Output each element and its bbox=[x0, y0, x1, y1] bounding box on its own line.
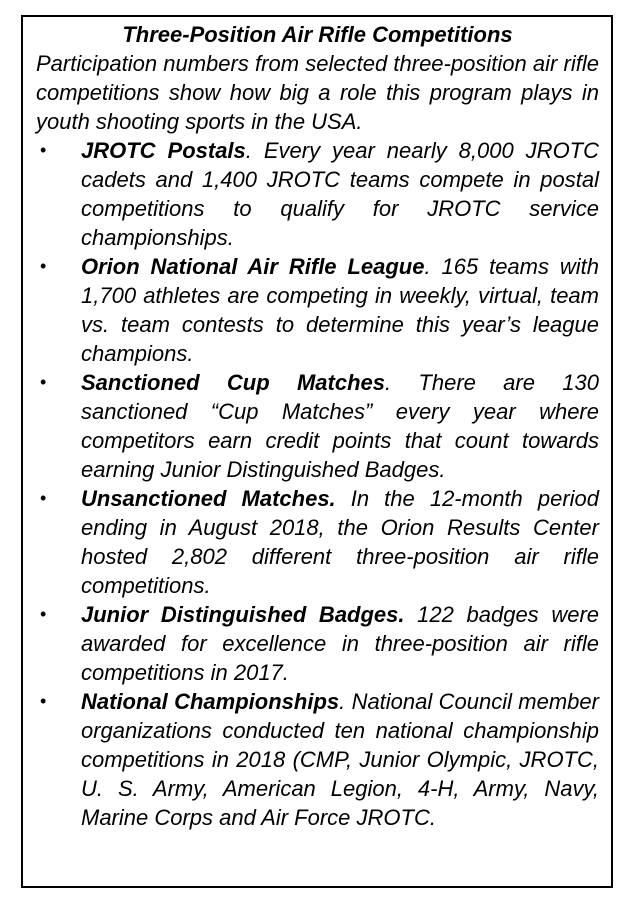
content-box bbox=[21, 15, 613, 888]
list-item-jrotc-postals bbox=[36, 136, 599, 252]
bullet-icon: • bbox=[40, 256, 47, 276]
item-separator bbox=[336, 486, 351, 511]
bullet-icon: • bbox=[40, 604, 47, 624]
item-text: 122 badges were awarded for excellence in three-position air rifle competitions in 2017. bbox=[81, 602, 600, 685]
item-title: Unsanctioned Matches. bbox=[81, 486, 336, 511]
bullet-icon: • bbox=[40, 691, 47, 711]
item-text: Every year nearly 8,000 JROTC cadets and 1,400 JROTC teams compete in postal competitions to qualify for JROTC service championships. bbox=[81, 138, 600, 250]
bullet-icon: • bbox=[40, 140, 47, 160]
list-item-junior-badges bbox=[36, 600, 599, 687]
item-title: Orion National Air Rifle League bbox=[81, 254, 425, 279]
list-item-national-championships bbox=[36, 687, 599, 832]
item-text: National Council member organizations conducted ten national championship competitions in 2018 (CMP, Junior Olympic, JROTC, U. S. Army, American Legion, 4-H, Army, Navy, Marine Corps and Air Force JROTC. bbox=[81, 689, 599, 830]
item-title: National Championships bbox=[81, 689, 340, 714]
item-separator: . bbox=[384, 370, 419, 395]
item-separator: . bbox=[245, 138, 264, 163]
item-title: JROTC Postals bbox=[81, 138, 246, 163]
document-title: Three-Position Air Rifle Competitions bbox=[122, 22, 513, 47]
list-item-unsanctioned bbox=[36, 484, 599, 600]
bullet-list bbox=[36, 136, 599, 832]
list-item-orion-league bbox=[36, 252, 599, 368]
item-title: Sanctioned Cup Matches bbox=[81, 370, 385, 395]
item-text: 165 teams with 1,700 athletes are competing in weekly, virtual, team vs. team contests to determine this year’s league champions. bbox=[81, 254, 600, 366]
intro-paragraph: Participation numbers from selected three-position air rifle competitions show how big a role this program plays in youth shooting sports in the USA. bbox=[36, 51, 599, 134]
item-title: Junior Distinguished Badges. bbox=[81, 602, 405, 627]
item-separator bbox=[405, 602, 418, 627]
list-item-sanctioned-cup bbox=[36, 368, 599, 484]
item-text: There are 130 sanctioned “Cup Matches” every year where competitors earn credit points that count towards earning Junior Distinguished Badges. bbox=[81, 370, 599, 482]
bullet-icon: • bbox=[40, 488, 47, 508]
item-separator: . bbox=[424, 254, 442, 279]
bullet-icon: • bbox=[40, 372, 47, 392]
item-separator: . bbox=[339, 689, 352, 714]
item-text: In the 12-month period ending in August 2018, the Orion Results Center hosted 2,802 different three-position air rifle competitions. bbox=[81, 486, 599, 598]
